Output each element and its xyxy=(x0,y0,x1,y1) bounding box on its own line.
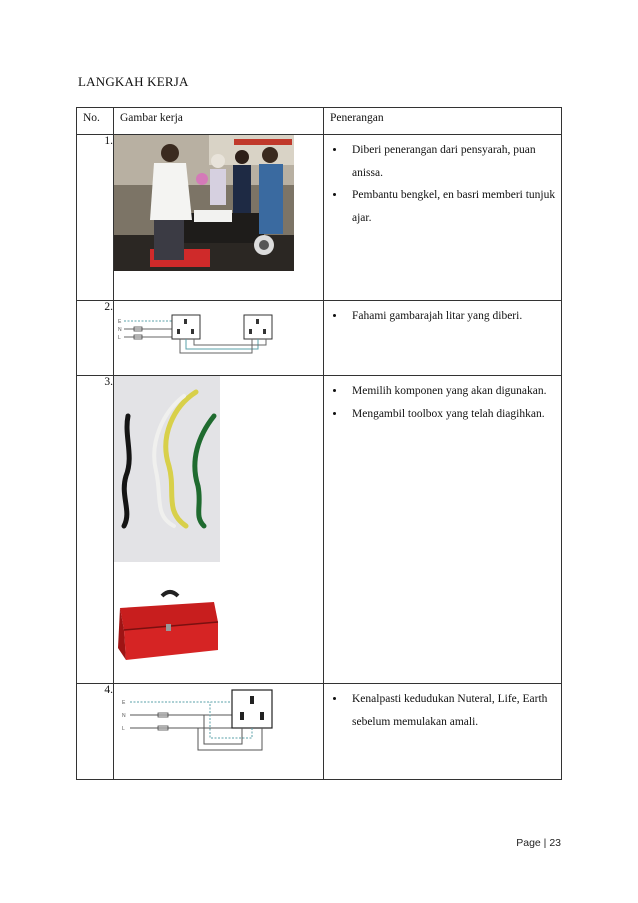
section-title: LANGKAH KERJA xyxy=(78,74,189,89)
diagram-label: L xyxy=(122,726,125,732)
header-description: Penerangan xyxy=(324,108,562,135)
row-description-cell xyxy=(324,376,562,684)
bullet-text: • Fahami gambarajah litar yang diberi. xyxy=(346,305,561,328)
workshop-photo-icon xyxy=(114,135,294,271)
bullet-text: • Diberi penerangan dari pensyarah, puan anissa. xyxy=(346,139,561,184)
diagram-label: L xyxy=(118,335,121,341)
bullet-text: • Kenalpasti kedudukan Nuteral, Life, Earth sebelum memulakan amali. xyxy=(346,688,561,733)
row-description-cell xyxy=(324,301,562,376)
row-image-cell xyxy=(114,135,324,301)
bullet-text: • Pembantu bengkel, en basri memberi tunjuk ajar. xyxy=(346,184,561,229)
cables-photo-icon xyxy=(114,376,220,562)
row-description-cell xyxy=(324,684,562,780)
row-image-cell xyxy=(114,301,324,376)
red-toolbox-icon xyxy=(114,586,224,666)
circuit-diagram-icon xyxy=(114,301,294,361)
row-image-cell xyxy=(114,376,324,684)
table-row xyxy=(77,684,562,780)
diagram-label: N xyxy=(122,713,126,719)
diagram-label: E xyxy=(118,319,122,325)
bullet-text: • Memilih komponen yang akan digunakan. xyxy=(346,380,561,403)
table-row xyxy=(77,301,562,376)
row-number: 1. xyxy=(77,135,114,301)
row-number: 2. xyxy=(77,301,114,376)
table-row xyxy=(77,135,562,301)
header-no: No. xyxy=(77,108,114,135)
socket-wiring-diagram-icon xyxy=(114,684,280,754)
diagram-label: E xyxy=(122,700,126,706)
bullet-text: • Mengambil toolbox yang telah diagihkan. xyxy=(346,403,561,426)
row-number: 3. xyxy=(77,376,114,684)
row-image-cell xyxy=(114,684,324,780)
diagram-label: N xyxy=(118,327,122,333)
work-steps-table xyxy=(76,107,562,780)
row-description-cell xyxy=(324,135,562,301)
page-number: Page | 23 xyxy=(516,837,561,849)
table-row xyxy=(77,376,562,684)
header-image: Gambar kerja xyxy=(114,108,324,135)
table-header-row xyxy=(77,108,562,135)
row-number: 4. xyxy=(77,684,114,780)
